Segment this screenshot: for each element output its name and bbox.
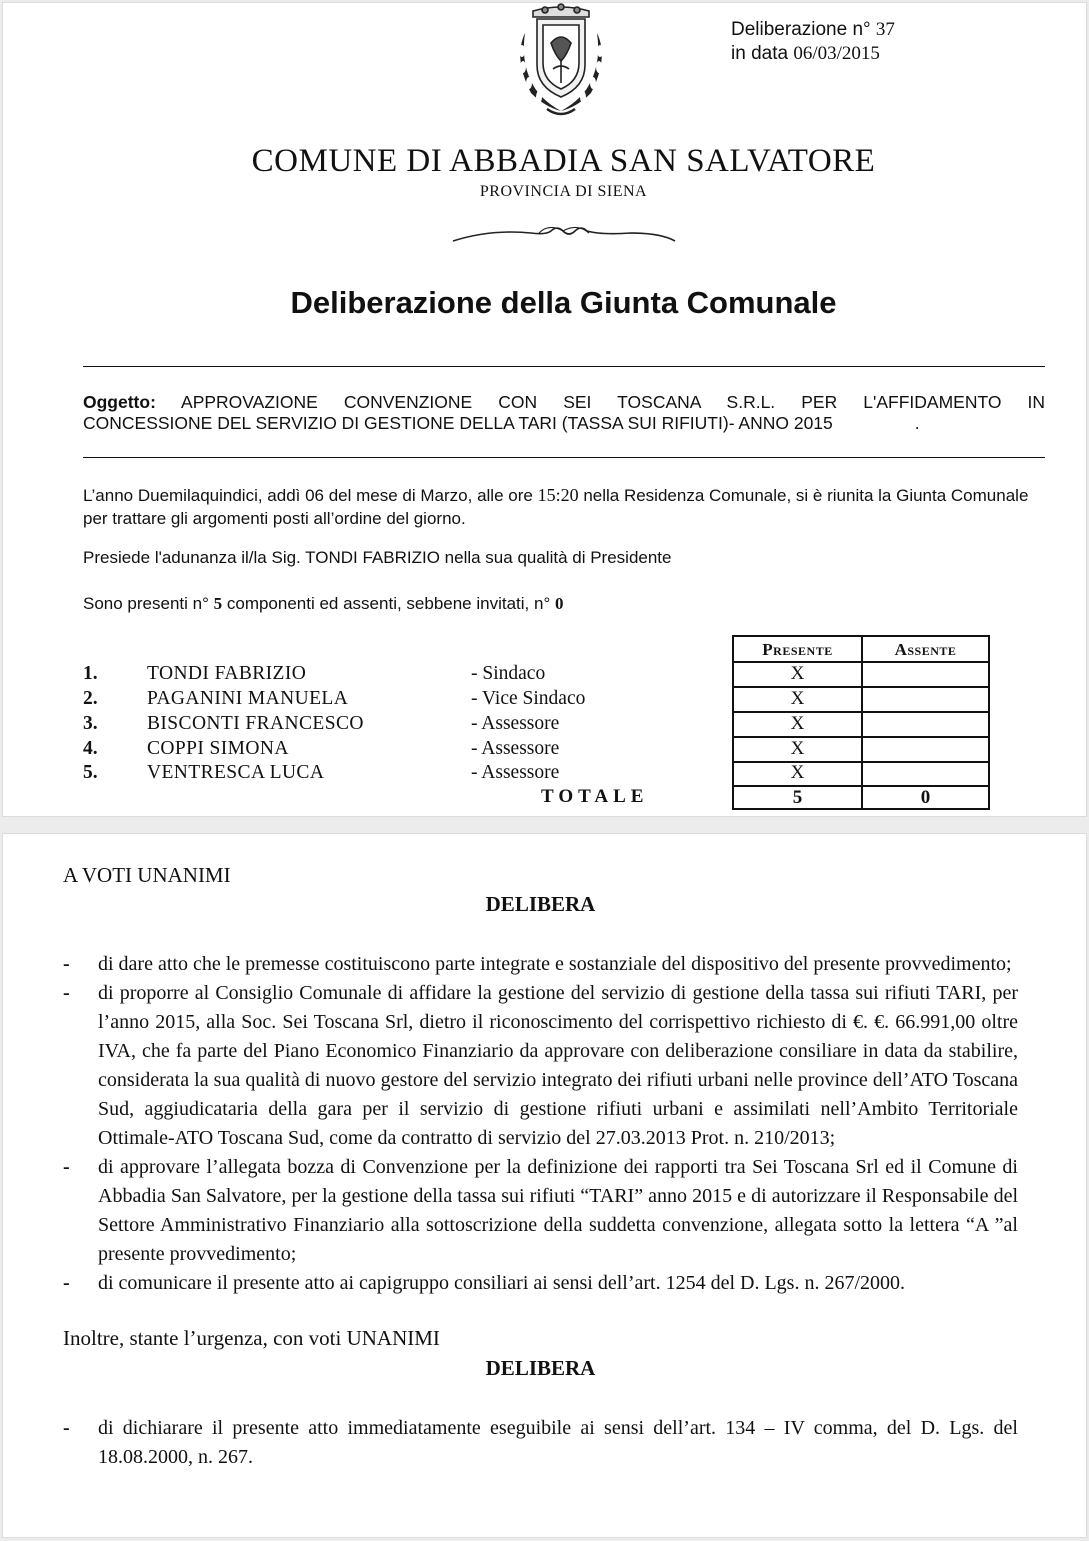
delibera-item [63, 1269, 1018, 1298]
member-role: - Sindaco [471, 663, 546, 684]
oggetto-line-1: APPROVAZIONE CONVENZIONE CON SEI TOSCANA S.R.L. PER L'AFFIDAMENTO IN [181, 392, 1046, 412]
bullet-marker: - [63, 1417, 70, 1439]
bullet-marker: - [63, 1156, 70, 1178]
member-name: PAGANINI MANUELA [147, 688, 349, 709]
column-header-assente: Assente [894, 640, 957, 659]
intro-text-b: nella Residenza Comunale, si è riunita la Giunta Comunale per trattare gli argomenti posti all’ordine del giorno. [83, 486, 1029, 528]
presence-mark: X [790, 738, 805, 759]
member-number: 3. [83, 713, 98, 734]
delibera-item-text: di proporre al Consiglio Comunale di affidare la gestione del servizio di gestione della tassa sui rifiuti TARI, per l’anno 2015, alla Soc. Sei Toscana Srl, dietro il riconoscimento del corrispettivo richiesto di €. €. 66.991,00 oltre IVA, che fa parte del Piano Economico Finanziario da approvare con deliberazione consiliare in data da stabilire, considerata la sua qualità di nuovo gestore del servizio integrato dei rifiuti urbani nelle province dell’ATO Toscana Sud, aggiudicataria della gara per il servizio di gestione rifiuti urbani e assimilati nell’Ambito Territoriale Ottimale-ATO Toscana Sud, come da contratto di servizio del 27.03.2013 Prot. n. 210/2013; [98, 982, 1018, 1149]
member-number: 4. [83, 738, 98, 759]
presence-mark: X [790, 762, 805, 783]
column-header-presente: Presente [762, 640, 833, 659]
delibera-item-text: di comunicare il presente atto ai capigruppo consiliari ai sensi dell’art. 1254 del D. Lgs. n. 267/2000. [98, 1272, 906, 1294]
intro-text-a: L’anno Duemilaquindici, addì 06 del mese di Marzo, alle ore [83, 486, 533, 505]
bullet-marker: - [63, 1272, 70, 1294]
intro-paragraph [83, 484, 1045, 530]
oggetto-block [83, 392, 1045, 434]
member-number: 2. [83, 688, 98, 709]
presenti-text-a: Sono presenti n° [83, 594, 209, 613]
member-name: BISCONTI FRANCESCO [147, 713, 364, 734]
coat-of-arms-emblem [495, 3, 627, 123]
presiede-text: Presiede l'adunanza il/la Sig. TONDI FABRIZIO nella sua qualità di Presidente [83, 548, 672, 567]
presence-mark: X [790, 663, 805, 684]
ornamental-flourish [451, 221, 677, 247]
presence-mark: X [790, 713, 805, 734]
inoltre-text: Inoltre, stante l’urgenza, con voti UNANIMI [63, 1326, 440, 1350]
bullet-marker: - [63, 982, 70, 1004]
member-name: VENTRESCA LUCA [147, 762, 325, 783]
oggetto-line-2: CONCESSIONE DEL SERVIZIO DI GESTIONE DELLA TARI (TASSA SUI RIFIUTI)- ANNO 2015 [83, 413, 833, 433]
total-absent: 0 [920, 787, 931, 808]
member-name: TONDI FABRIZIO [147, 663, 307, 684]
member-role: - Vice Sindaco [471, 688, 586, 709]
delibera-item [63, 1153, 1018, 1269]
total-present: 5 [792, 787, 803, 808]
delibera-heading: DELIBERA [485, 892, 596, 916]
presenti-line [83, 594, 563, 614]
divider-bottom [83, 457, 1045, 458]
comune-name: COMUNE DI ABBADIA SAN SALVATORE [251, 143, 876, 179]
delibera-item-text: di dichiarare il presente atto immediatamente eseguibile ai sensi dell’art. 134 – IV comma, del D. Lgs. del 18.08.2000, n. 267. [98, 1417, 1018, 1468]
assenti-count: 0 [554, 594, 564, 613]
provincia-name: PROVINCIA DI SIENA [479, 183, 648, 200]
deliberation-reference [731, 18, 895, 66]
oggetto-label: Oggetto: [83, 392, 156, 412]
delibera-item-final [63, 1414, 1018, 1472]
member-number: 1. [83, 663, 98, 684]
delibera-heading-2: DELIBERA [485, 1356, 596, 1380]
member-role: - Assessore [471, 713, 560, 734]
member-number: 5. [83, 762, 98, 783]
bullet-marker: - [63, 953, 70, 975]
member-name: COPPI SIMONA [147, 738, 289, 759]
presence-mark: X [790, 688, 805, 709]
delibera-item [63, 950, 1018, 979]
divider-top [83, 366, 1045, 367]
delibera-item-text: di dare atto che le premesse costituiscono parte integrate e sostanziale del dispositivo del presente provvedimento; [98, 953, 1012, 975]
delib-number-label: Deliberazione n° [731, 19, 871, 40]
totale-label: TOTALE [541, 786, 649, 807]
document-page-1 [2, 2, 1087, 817]
delib-date: 06/03/2015 [793, 43, 880, 64]
presenti-text-b: componenti ed assenti, sebbene invitati, n° [226, 594, 551, 613]
delibera-item [63, 979, 1018, 1153]
intro-time: 15:20 [537, 485, 579, 505]
member-role: - Assessore [471, 738, 560, 759]
document-title: Deliberazione della Giunta Comunale [290, 285, 837, 320]
delib-date-label: in data [731, 43, 789, 64]
oggetto-line-2-tail: . [914, 413, 920, 433]
presenti-count: 5 [213, 594, 223, 613]
document-page-2 [2, 833, 1087, 1538]
attendance-table [732, 635, 990, 810]
delib-number: 37 [875, 19, 895, 40]
voti-unanimi-heading: A VOTI UNANIMI [63, 863, 231, 887]
member-role: - Assessore [471, 762, 560, 783]
delibera-item-text: di approvare l’allegata bozza di Convenzione per la definizione dei rapporti tra Sei Toscana Srl ed il Comune di Abbadia San Salvatore, per la gestione della tassa sui rifiuti “TARI” anno 2015 e di autorizzare il Responsabile del Settore Amministrativo Finanziario alla sottoscrizione della suddetta convenzione, allegata sotto la lettera “A ”al presente provvedimento; [98, 1156, 1018, 1265]
